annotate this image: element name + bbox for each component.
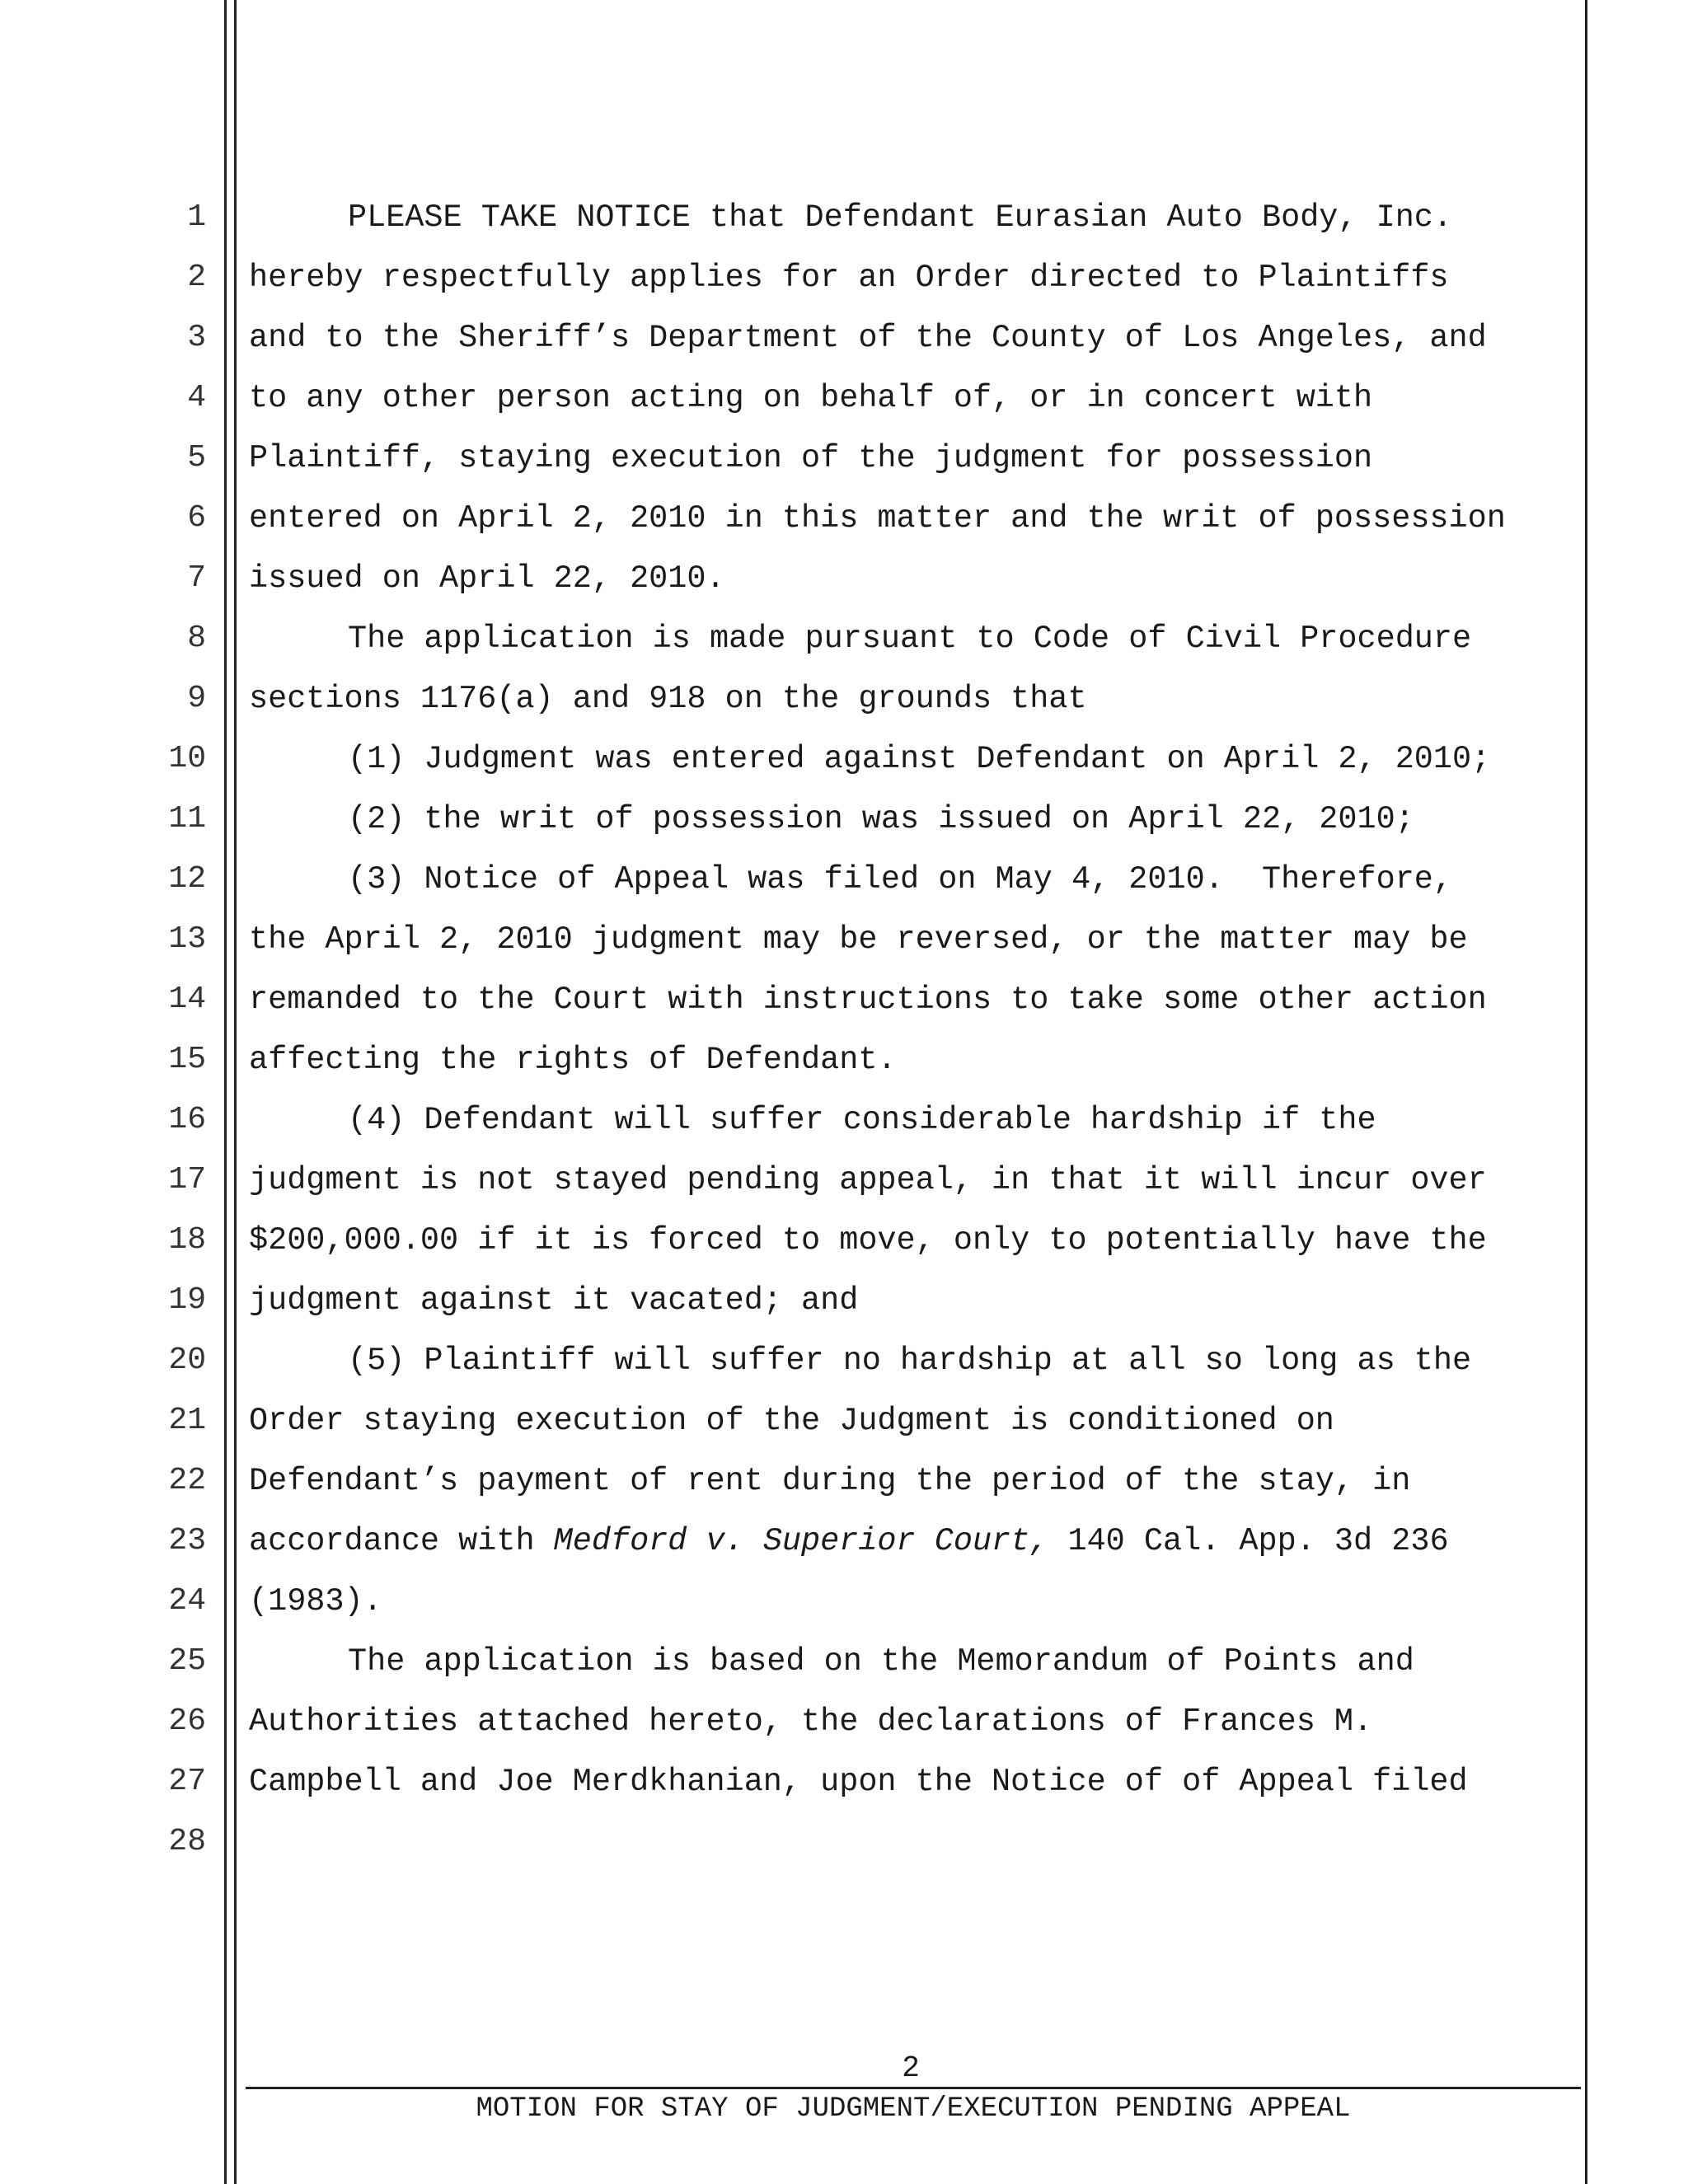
text-line: The application is based on the Memorandum of Points and <box>348 1643 1414 1680</box>
text-line: Order staying execution of the Judgment is conditioned on <box>249 1403 1334 1439</box>
text-line: (5) Plaintiff will suffer no hardship at all so long as the <box>348 1343 1472 1379</box>
line-number: 22 <box>168 1463 206 1498</box>
line-number: 21 <box>168 1403 206 1438</box>
text-line: (2) the writ of possession was issued on April 22, 2010; <box>348 801 1414 837</box>
line-number: 12 <box>168 861 206 897</box>
line-number: 9 <box>187 681 206 716</box>
text-line-citation <box>249 1523 1449 1559</box>
line-number: 4 <box>187 380 206 415</box>
text-line: (3) Notice of Appeal was filed on May 4, 2010. Therefore, <box>348 861 1453 898</box>
line-number: 24 <box>168 1583 206 1619</box>
text-line: Plaintiff, staying execution of the judgment for possession <box>249 440 1373 476</box>
line-number: 27 <box>168 1764 206 1799</box>
line-number: 7 <box>187 560 206 596</box>
line-number: 3 <box>187 320 206 355</box>
footer-document-title: MOTION FOR STAY OF JUDGMENT/EXECUTION PENDING APPEAL <box>476 2093 1351 2125</box>
line-number: 1 <box>187 199 206 235</box>
line-number: 26 <box>168 1704 206 1739</box>
text-line: PLEASE TAKE NOTICE that Defendant Eurasian Auto Body, Inc. <box>348 199 1453 236</box>
footer-rule <box>246 2087 1581 2089</box>
case-name-italic: Medford v. Superior Court, <box>553 1523 1049 1559</box>
line-number: 23 <box>168 1523 206 1558</box>
text-line: issued on April 22, 2010. <box>249 560 725 597</box>
text-line: entered on April 2, 2010 in this matter and the writ of possession <box>249 500 1506 537</box>
line-number: 20 <box>168 1343 206 1378</box>
text-line: sections 1176(a) and 918 on the grounds that <box>249 681 1087 717</box>
line-number: 6 <box>187 500 206 536</box>
line-number: 18 <box>168 1222 206 1258</box>
line-number: 8 <box>187 621 206 656</box>
line-number: 13 <box>168 921 206 957</box>
line-number: 25 <box>168 1643 206 1679</box>
left-margin-rule-outer <box>224 0 227 2184</box>
citation-trail-text: 140 Cal. App. 3d 236 <box>1048 1523 1449 1559</box>
text-line: and to the Sheriff’s Department of the County of Los Angeles, and <box>249 320 1487 356</box>
text-line: The application is made pursuant to Code of Civil Procedure <box>348 621 1472 657</box>
text-line: hereby respectfully applies for an Order directed to Plaintiffs <box>249 260 1449 296</box>
text-line: judgment is not stayed pending appeal, in that it will incur over <box>249 1162 1487 1198</box>
line-number: 19 <box>168 1282 206 1318</box>
line-number: 11 <box>168 801 206 837</box>
line-number: 10 <box>168 741 206 776</box>
text-line: Campbell and Joe Merdkhanian, upon the Notice of of Appeal filed <box>249 1764 1468 1800</box>
text-line: Defendant’s payment of rent during the period of the stay, in <box>249 1463 1411 1499</box>
text-line: to any other person acting on behalf of, or in concert with <box>249 380 1373 416</box>
text-line: (4) Defendant will suffer considerable hardship if the <box>348 1102 1376 1138</box>
text-line: affecting the rights of Defendant. <box>249 1042 897 1078</box>
left-margin-rule-inner <box>234 0 237 2184</box>
line-number: 28 <box>168 1824 206 1859</box>
text-line: $200,000.00 if it is forced to move, only to potentially have the <box>249 1222 1487 1258</box>
line-number: 16 <box>168 1102 206 1137</box>
line-number: 15 <box>168 1042 206 1077</box>
page-number: 2 <box>902 2051 920 2085</box>
right-margin-rule <box>1585 0 1587 2184</box>
text-line: Authorities attached hereto, the declarations of Frances M. <box>249 1704 1373 1740</box>
line-number: 14 <box>168 982 206 1017</box>
line-number: 5 <box>187 440 206 476</box>
line-number: 17 <box>168 1162 206 1197</box>
text-line: (1983). <box>249 1583 382 1619</box>
text-line: the April 2, 2010 judgment may be reversed, or the matter may be <box>249 921 1468 958</box>
citation-lead-text: accordance with <box>249 1523 554 1559</box>
text-line: judgment against it vacated; and <box>249 1282 859 1319</box>
text-line: (1) Judgment was entered against Defendant on April 2, 2010; <box>348 741 1491 777</box>
text-line: remanded to the Court with instructions to take some other action <box>249 982 1487 1018</box>
line-number: 2 <box>187 260 206 295</box>
